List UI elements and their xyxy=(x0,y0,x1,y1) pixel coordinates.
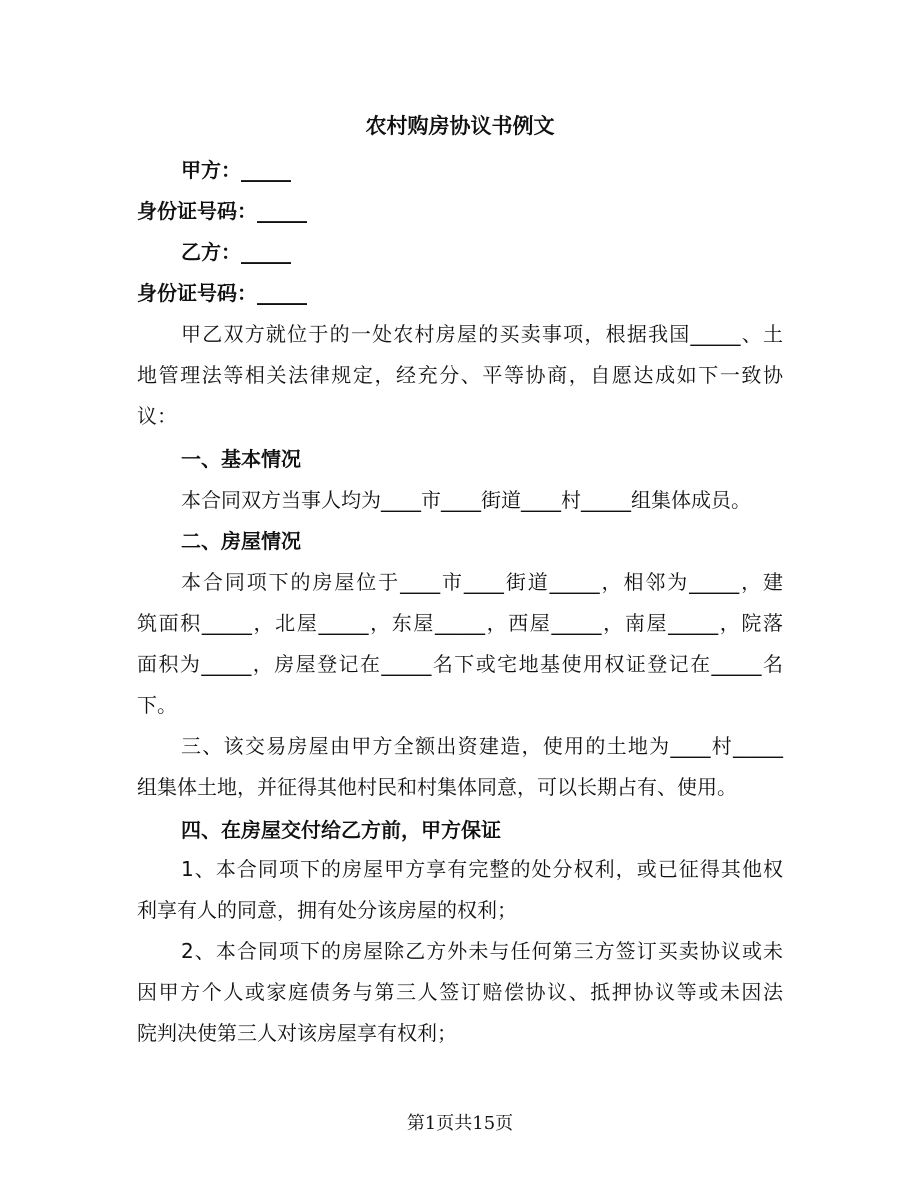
section-1-heading: 一、基本情况 xyxy=(181,447,301,471)
intro-line-3: 议： xyxy=(137,404,177,428)
section-3-line-2: 组集体土地，并征得其他村民和村集体同意，可以长期占有、使用。 xyxy=(137,775,737,799)
document-title: 农村购房协议书例文 xyxy=(365,114,555,138)
section-4-item-2-line-3: 院判决使第三人对该房屋享有权利； xyxy=(137,1021,457,1045)
section-4-item-1-line-1: 1、本合同项下的房屋甲方享有完整的处分权利，或已征得其他权 xyxy=(181,857,783,881)
party-b-id-field: 身份证号码：_____ xyxy=(137,281,307,305)
section-2-heading: 二、房屋情况 xyxy=(181,529,301,553)
intro-line-1: 甲乙双方就位于的一处农村房屋的买卖事项，根据我国_____、土 xyxy=(181,322,783,346)
section-1-text: 本合同双方当事人均为____市____街道____村_____组集体成员。 xyxy=(181,488,751,512)
section-4-item-2-line-1: 2、本合同项下的房屋除乙方外未与任何第三方签订买卖协议或未 xyxy=(181,939,783,963)
party-a-field: 甲方：_____ xyxy=(181,158,291,182)
section-2-line-2: 筑面积_____，北屋_____，东屋_____，西屋_____，南屋_____，院落 xyxy=(137,611,783,635)
section-3-line-1: 三、该交易房屋由甲方全额出资建造，使用的土地为____村_____ xyxy=(181,734,783,758)
party-a-id-field: 身份证号码：_____ xyxy=(137,199,307,223)
section-2-line-4: 下。 xyxy=(137,693,177,717)
section-4-heading: 四、在房屋交付给乙方前，甲方保证 xyxy=(181,818,501,842)
section-4-item-2-line-2: 因甲方个人或家庭债务与第三人签订赔偿协议、抵押协议等或未因法 xyxy=(137,980,783,1004)
intro-line-2: 地管理法等相关法律规定，经充分、平等协商，自愿达成如下一致协 xyxy=(137,363,783,387)
party-b-field: 乙方：_____ xyxy=(181,240,291,264)
section-4-item-1-line-2: 利享有人的同意，拥有处分该房屋的权利； xyxy=(137,898,517,922)
section-2-line-3: 面积为_____，房屋登记在_____名下或宅地基使用权证登记在_____名 xyxy=(137,652,783,676)
section-2-line-1: 本合同项下的房屋位于____市____街道_____，相邻为_____，建 xyxy=(181,570,783,594)
page-indicator: 第1页共15页 xyxy=(406,1113,514,1134)
